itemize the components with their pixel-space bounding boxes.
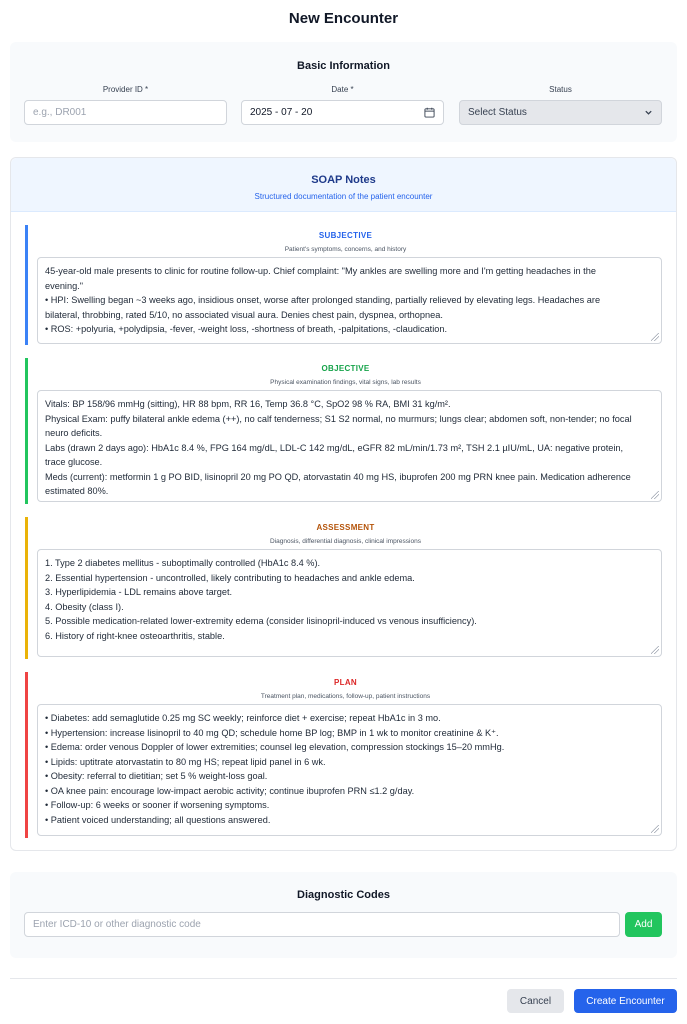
text-line: bilateral, throbbing, rated 5/10, no associated visual aura. Denies chest pain, dyspnea, orthopnea. — [45, 309, 443, 320]
soap-notes-subtitle: Structured documentation of the patient encounter — [254, 192, 433, 201]
calendar-icon[interactable] — [424, 107, 435, 118]
status-label: Status — [549, 85, 572, 94]
provider-id-label: Provider ID * — [102, 85, 149, 94]
text-line: • HPI: Swelling began ~3 weeks ago, insidious onset, worse after prolonged standing, partially relieved by elevating legs. Headaches are — [45, 295, 601, 305]
text-line: • Patient voiced understanding; all questions answered. — [45, 814, 271, 825]
text-line: 4. Obesity (class I). — [45, 601, 124, 612]
plan-description: Treatment plan, medications, follow-up, patient instructions — [260, 693, 431, 700]
soap-notes-card — [10, 157, 677, 851]
diagnostic-code-input[interactable] — [24, 912, 620, 937]
text-line: • Diabetes: add semaglutide 0.25 mg SC weekly; reinforce diet + exercise; repeat HbA1c in 3 mo. — [45, 713, 441, 723]
text-line: 45-year-old male presents to clinic for routine follow-up. Chief complaint: "My ankles are swelling more and I'm getting headaches in the — [45, 266, 596, 276]
diagnostic-codes-card — [10, 872, 677, 958]
date-value: 2025 - 07 - 20 — [250, 107, 313, 118]
text-line: trace glucose. — [45, 457, 103, 467]
date-input[interactable] — [241, 100, 444, 125]
text-line: • Lipids: uptitrate atorvastatin to 80 mg HS; repeat lipid panel in 6 wk. — [45, 756, 326, 767]
diagnostic-codes-title: Diagnostic Codes — [297, 889, 390, 901]
assessment-section — [25, 517, 663, 659]
assessment-textarea[interactable] — [37, 549, 662, 657]
objective-section — [25, 358, 663, 504]
text-line: 1. Type 2 diabetes mellitus - suboptimally controlled (HbA1c 8.4 %). — [45, 558, 321, 568]
add-code-button[interactable]: Add — [625, 912, 662, 937]
objective-description: Physical examination findings, vital signs, lab results — [270, 379, 421, 386]
text-line: 6. History of right-knee osteoarthritis, stable. — [45, 630, 225, 641]
text-line: • Hypertension: increase lisinopril to 40 mg QD; schedule home BP log; BMP in 1 wk to monitor creatinine & K⁺. — [45, 727, 499, 738]
text-line: 5. Possible medication-related lower-extremity edema (consider lisinopril-induced vs venous insufficiency). — [45, 616, 477, 626]
soap-notes-title: SOAP Notes — [311, 174, 376, 186]
text-line: neuro deficits. — [45, 428, 103, 438]
plan-section — [25, 672, 663, 838]
page-title: New Encounter — [288, 10, 399, 27]
text-line: 3. Hyperlipidemia - LDL remains above target. — [45, 587, 233, 597]
text-line: 2. Essential hypertension - uncontrolled, likely contributing to headaches and ankle edema. — [45, 572, 415, 583]
chevron-down-icon — [644, 108, 653, 117]
resize-handle-icon[interactable] — [651, 491, 659, 499]
subjective-textarea[interactable] — [37, 257, 662, 344]
subjective-description: Patient's symptoms, concerns, and history — [284, 246, 407, 253]
text-line: Meds (current): metformin 1 g PO BID, lisinopril 20 mg PO QD, atorvastatin 40 mg HS, ibuprofen 200 mg PRN knee pain. Medication adherence — [45, 471, 631, 482]
resize-handle-icon[interactable] — [651, 825, 659, 833]
assessment-description: Diagnosis, differential diagnosis, clinical impressions — [270, 538, 421, 545]
status-value: Select Status — [468, 107, 527, 118]
text-line: Physical Exam: puffy bilateral ankle edema (++), no calf tenderness; S1 S2 normal, no murmurs; lungs clear; abdomen soft, non-tender; no focal — [45, 413, 632, 424]
subjective-title: SUBJECTIVE — [318, 231, 373, 240]
cancel-button[interactable]: Cancel — [507, 989, 564, 1013]
objective-textarea[interactable] — [37, 390, 662, 502]
text-line: • OA knee pain: encourage low-impact aerobic activity; continue ibuprofen PRN ≤1.2 g/day. — [45, 785, 415, 796]
soap-notes-header — [11, 158, 676, 212]
plan-title: PLAN — [334, 678, 357, 687]
text-line: evening." — [45, 280, 83, 291]
text-line: estimated 80%. — [45, 486, 109, 496]
text-line: Vitals: BP 158/96 mmHg (sitting), HR 88 bpm, RR 16, Temp 36.8 °C, SpO2 98 % RA, BMI 31 kg/m². — [45, 399, 451, 409]
plan-textarea[interactable] — [37, 704, 662, 836]
create-encounter-button[interactable]: Create Encounter — [574, 989, 677, 1013]
resize-handle-icon[interactable] — [651, 646, 659, 654]
status-select[interactable] — [459, 100, 662, 125]
text-line: • Obesity: referral to dietitian; set 5 % weight-loss goal. — [45, 771, 268, 781]
provider-id-input[interactable] — [24, 100, 227, 125]
basic-information-card — [10, 42, 677, 142]
objective-title: OBJECTIVE — [321, 364, 370, 373]
resize-handle-icon[interactable] — [651, 333, 659, 341]
text-line: • ROS: +polyuria, +polydipsia, -fever, -weight loss, -shortness of breath, -palpitations, -claudication. — [45, 324, 448, 334]
date-label: Date * — [331, 85, 354, 94]
assessment-title: ASSESSMENT — [316, 523, 375, 532]
footer-divider — [10, 978, 677, 979]
text-line: • Edema: order venous Doppler of lower extremities; counsel leg elevation, compression stockings 15–20 mmHg. — [45, 742, 505, 752]
basic-information-title: Basic Information — [297, 60, 390, 72]
subjective-section — [25, 225, 663, 345]
text-line: Labs (drawn 2 days ago): HbA1c 8.4 %, FPG 164 mg/dL, LDL-C 142 mg/dL, eGFR 82 mL/min/1.73 m², TSH 2.1 µIU/mL, UA: negative protein, — [45, 442, 624, 453]
text-line: • Follow-up: 6 weeks or sooner if worsening symptoms. — [45, 800, 270, 810]
